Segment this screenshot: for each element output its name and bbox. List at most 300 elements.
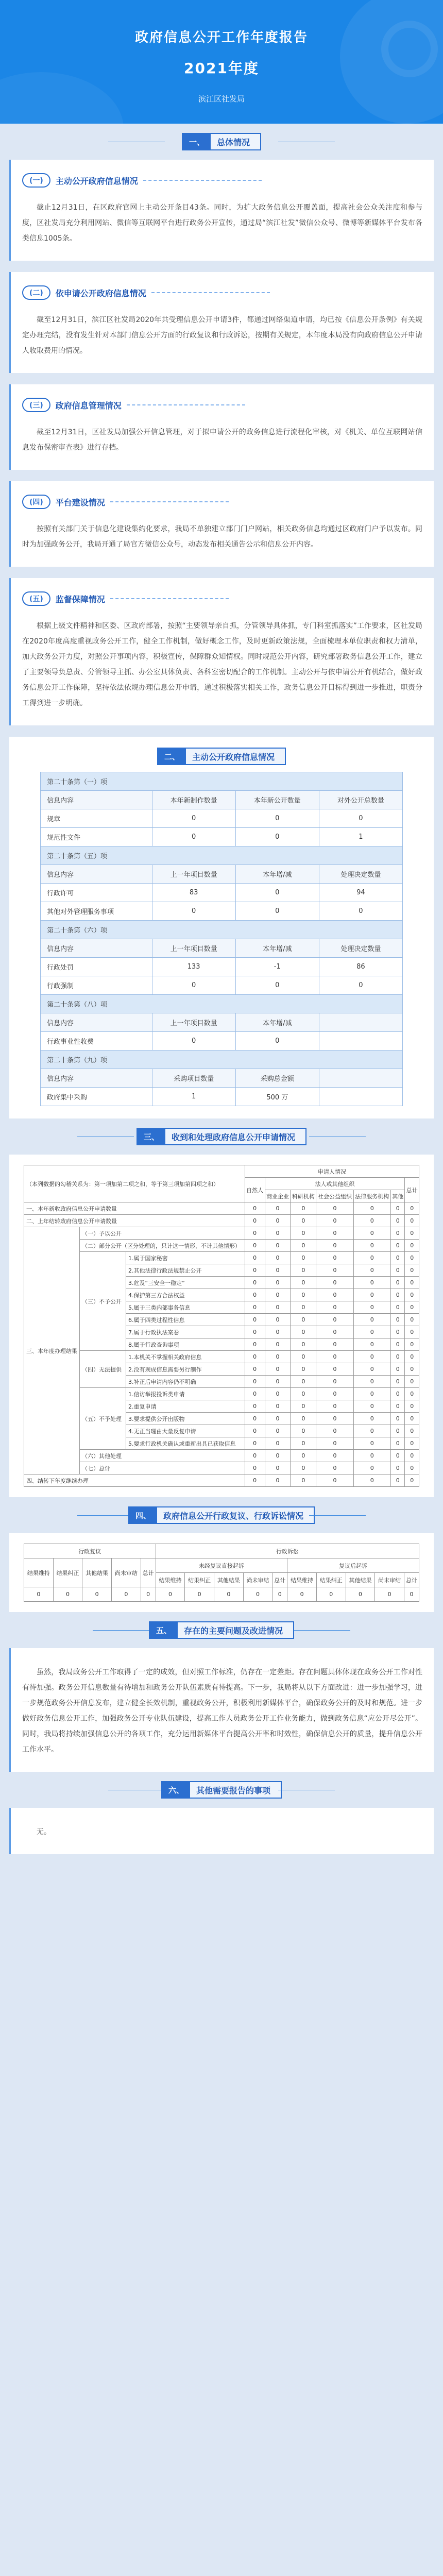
table-band-row bbox=[41, 995, 403, 1013]
section-card bbox=[9, 1808, 434, 1854]
table-cell: 三、本年度办理结果 bbox=[24, 1227, 80, 1475]
table-cell: 行政处罚 bbox=[41, 958, 152, 976]
table-cell: 0 bbox=[291, 1289, 316, 1301]
table-cell: 0 bbox=[390, 1240, 405, 1252]
table-cell: 0 bbox=[291, 1252, 316, 1264]
table-cell: 结果维持 bbox=[287, 1573, 317, 1587]
table-cell: 0 bbox=[390, 1264, 405, 1277]
section-card bbox=[9, 1648, 434, 1772]
divider bbox=[309, 1515, 366, 1516]
table-cell: 2.重复申请 bbox=[126, 1400, 245, 1413]
table-cell: 0 bbox=[375, 1587, 404, 1602]
table-cell: 0 bbox=[291, 1413, 316, 1425]
report-org: 滨江区社发局 bbox=[198, 94, 245, 104]
table-cell: （本列数据的勾稽关系为：第一项加第二项之和，等于第三项加第四项之和） bbox=[24, 1165, 245, 1202]
subsection-title: 依申请公开政府信息情况 bbox=[55, 288, 146, 298]
table-cell: 3.危及“三安全一稳定” bbox=[126, 1277, 245, 1289]
table-cell: 0 bbox=[291, 1450, 316, 1462]
table-cell: 0 bbox=[390, 1425, 405, 1437]
table-cell: 5.属于三类内部事务信息 bbox=[126, 1301, 245, 1314]
table-cell: 0 bbox=[291, 1475, 316, 1487]
table-cell: 0 bbox=[316, 1376, 353, 1388]
paragraph: 截至12月31日，滨江区社发局2020年共受理信息公开申请3件，都通过网络渠道申请，均已按《信息公开条例》有关规定办理完结，没有发生针对本部门信息公开方面的行政复议和行政诉讼，按期有关规定，本年度本局没有向政府信息公开申请人收取费用的情况。 bbox=[22, 316, 422, 355]
dashed-rule bbox=[151, 292, 270, 293]
section-heading-2 bbox=[40, 741, 403, 772]
table-cell: 本年增/减 bbox=[235, 865, 319, 884]
table-cell: 0 bbox=[265, 1301, 291, 1314]
table-cell: 0 bbox=[245, 1314, 265, 1326]
table-row bbox=[24, 1351, 419, 1363]
table-header-row bbox=[41, 865, 403, 884]
table-cell: 8.属于行政查询事项 bbox=[126, 1338, 245, 1351]
section-number: 五、 bbox=[150, 1621, 178, 1639]
paragraph: 无。 bbox=[37, 1828, 51, 1836]
section-title: 其他需要报告的事项 bbox=[196, 1785, 271, 1795]
table-cell: 0 bbox=[405, 1462, 419, 1475]
table-cell: 0 bbox=[353, 1475, 390, 1487]
table-cell: 0 bbox=[243, 1587, 272, 1602]
table-header-row bbox=[41, 791, 403, 809]
table-cell: 0 bbox=[390, 1400, 405, 1413]
table-cell: 0 bbox=[353, 1326, 390, 1338]
table-cell: 0 bbox=[235, 809, 319, 828]
table-row bbox=[24, 1587, 419, 1602]
table-cell bbox=[319, 1013, 402, 1032]
table-cell: 0 bbox=[405, 1301, 419, 1314]
table-cell: 0 bbox=[316, 1277, 353, 1289]
table-cell: 结果纠正 bbox=[53, 1558, 82, 1587]
table-cell: 0 bbox=[353, 1363, 390, 1376]
table-cell: 0 bbox=[353, 1314, 390, 1326]
table-cell: 0 bbox=[316, 1227, 353, 1240]
table-cell: 0 bbox=[152, 976, 235, 995]
table-cell: 0 bbox=[316, 1314, 353, 1326]
table-cell bbox=[319, 1069, 402, 1088]
section-number: 六、 bbox=[162, 1781, 190, 1799]
section-number: 一、 bbox=[183, 133, 211, 150]
table-cell: 上一年项目数量 bbox=[152, 939, 235, 958]
table-cell: 0 bbox=[405, 1363, 419, 1376]
table-cell: 结果维持 bbox=[24, 1558, 54, 1587]
section-label bbox=[182, 133, 261, 150]
subsection-heading bbox=[22, 591, 229, 606]
header-banner bbox=[0, 0, 443, 124]
table-cell: 0 bbox=[405, 1425, 419, 1437]
table-cell: 行政复议 bbox=[24, 1544, 156, 1558]
table-cell: 尚未审结 bbox=[112, 1558, 141, 1587]
section-card bbox=[9, 272, 434, 373]
table-cell: 0 bbox=[405, 1413, 419, 1425]
table-cell: 0 bbox=[245, 1215, 265, 1227]
table-cell: 0 bbox=[245, 1450, 265, 1462]
table-cell: 规章 bbox=[41, 809, 152, 828]
table-cell: 0 bbox=[291, 1227, 316, 1240]
table-cell: 0 bbox=[319, 976, 402, 995]
table-cell: 0 bbox=[353, 1215, 390, 1227]
table-header-row bbox=[24, 1558, 419, 1573]
subsection-tag: (五) bbox=[22, 591, 50, 606]
table-cell: 第二十条第（八）项 bbox=[41, 995, 403, 1013]
table-cell bbox=[319, 1088, 402, 1106]
table-cell: 0 bbox=[316, 1351, 353, 1363]
table-cell: 科研机构 bbox=[291, 1190, 316, 1202]
table-cell: 总计 bbox=[141, 1558, 156, 1587]
table-cell: 500 万 bbox=[235, 1088, 319, 1106]
table-cell: 0 bbox=[405, 1450, 419, 1462]
table-cell: 第二十条第（六）项 bbox=[41, 921, 403, 939]
table-cell: 本年新公开数量 bbox=[235, 791, 319, 809]
dashed-rule bbox=[110, 598, 229, 599]
table-cell: 83 bbox=[152, 884, 235, 902]
table-cell: 0 bbox=[353, 1277, 390, 1289]
table-cell: 0 bbox=[291, 1437, 316, 1450]
table-cell: 0 bbox=[405, 1326, 419, 1338]
table-cell: 0 bbox=[353, 1338, 390, 1351]
table-row bbox=[24, 1227, 419, 1240]
table-cell: 0 bbox=[405, 1388, 419, 1400]
table-cell: 申请人情况 bbox=[245, 1165, 419, 1178]
table-cell: 0 bbox=[245, 1376, 265, 1388]
table-cell: （四）无法提供 bbox=[79, 1351, 126, 1388]
table-cell: 0 bbox=[353, 1301, 390, 1314]
table-cell: 0 bbox=[245, 1363, 265, 1376]
table-cell: 0 bbox=[265, 1227, 291, 1240]
table-cell: 未经复议直接起诉 bbox=[156, 1558, 287, 1573]
table-cell: 0 bbox=[353, 1400, 390, 1413]
paragraph: 截至12月31日，区社发局加强公开信息管理，对于拟申请公开的政务信息进行流程化审核，对《机关、单位互联网站信息发布保密审查表》进行存档。 bbox=[22, 428, 422, 452]
table-cell: 0 bbox=[316, 1240, 353, 1252]
table-cell: 0 bbox=[353, 1462, 390, 1475]
table-cell: 0 bbox=[353, 1388, 390, 1400]
table-cell: 0 bbox=[390, 1314, 405, 1326]
table-cell: 0 bbox=[245, 1425, 265, 1437]
table-cell: 0 bbox=[265, 1376, 291, 1388]
table-header-row bbox=[41, 939, 403, 958]
table-cell: 86 bbox=[319, 958, 402, 976]
table-cell: 4.保护第三方合法权益 bbox=[126, 1289, 245, 1301]
report-title: 政府信息公开工作年度报告 bbox=[134, 30, 308, 45]
table-cell: 0 bbox=[291, 1202, 316, 1215]
table-cell: 其他结果 bbox=[346, 1573, 375, 1587]
table-cell: 0 bbox=[353, 1252, 390, 1264]
table-cell: 0 bbox=[235, 976, 319, 995]
table-cell: 其他 bbox=[390, 1190, 405, 1202]
table-cell: 0 bbox=[316, 1326, 353, 1338]
table-cell: 0 bbox=[152, 1032, 235, 1050]
table-row bbox=[24, 1240, 419, 1252]
table-cell: 0 bbox=[316, 1202, 353, 1215]
table-cell: 0 bbox=[353, 1376, 390, 1388]
table-row bbox=[24, 1202, 419, 1215]
table-cell: 94 bbox=[319, 884, 402, 902]
dashed-rule bbox=[127, 404, 245, 405]
table-cell: 0 bbox=[245, 1437, 265, 1450]
table-cell: 0 bbox=[265, 1289, 291, 1301]
table-cell: 0 bbox=[316, 1215, 353, 1227]
table-cell: 3.要求提供公开出版物 bbox=[126, 1413, 245, 1425]
section-label bbox=[157, 748, 286, 765]
table-cell: 0 bbox=[141, 1587, 156, 1602]
table-cell: 社会公益组织 bbox=[316, 1190, 353, 1202]
table-cell: 0 bbox=[346, 1587, 375, 1602]
divider bbox=[77, 1515, 134, 1516]
table-cell: 0 bbox=[245, 1475, 265, 1487]
table-cell: 行政诉讼 bbox=[156, 1544, 419, 1558]
subsection-tag: (四) bbox=[22, 495, 50, 509]
table-cell: 法人或其他组织 bbox=[265, 1178, 405, 1190]
table-cell: 0 bbox=[291, 1363, 316, 1376]
table-header-row bbox=[24, 1544, 419, 1558]
table-cell: 第二十条第（一）项 bbox=[41, 772, 403, 791]
subsection-heading bbox=[22, 495, 229, 509]
table-cell: -1 bbox=[235, 958, 319, 976]
table-band-row bbox=[41, 846, 403, 865]
table-cell: 1.本机关不掌握相关政府信息 bbox=[126, 1351, 245, 1363]
table-cell: 0 bbox=[405, 1376, 419, 1388]
table-cell: 0 bbox=[390, 1301, 405, 1314]
dashed-rule bbox=[143, 180, 262, 181]
table-cell: 0 bbox=[245, 1277, 265, 1289]
table-cell: 上一年项目数量 bbox=[152, 865, 235, 884]
table-cell: 0 bbox=[152, 809, 235, 828]
table-cell: 规范性文件 bbox=[41, 828, 152, 846]
table-cell: 1.属于国家秘密 bbox=[126, 1252, 245, 1264]
table-cell: 对外公开总数量 bbox=[319, 791, 402, 809]
table-cell: 0 bbox=[245, 1252, 265, 1264]
table-cell: 0 bbox=[405, 1400, 419, 1413]
table-cell: 0 bbox=[390, 1202, 405, 1215]
subsection-title: 监督保障情况 bbox=[55, 594, 105, 604]
section-label bbox=[128, 1506, 315, 1524]
section-heading-4 bbox=[0, 1497, 443, 1533]
table-cell: 0 bbox=[265, 1475, 291, 1487]
table-cell: 0 bbox=[291, 1388, 316, 1400]
table-band-row bbox=[41, 1050, 403, 1069]
table-cell: 0 bbox=[316, 1450, 353, 1462]
table-cell: 0 bbox=[390, 1450, 405, 1462]
table-cell: 0 bbox=[316, 1413, 353, 1425]
disclosure-stat-table bbox=[40, 772, 403, 1106]
table-cell: 0 bbox=[405, 1252, 419, 1264]
table-cell: 0 bbox=[265, 1450, 291, 1462]
table-cell: 0 bbox=[390, 1363, 405, 1376]
section-label bbox=[137, 1128, 306, 1145]
table-cell: 4.无正当理由大量反复申请 bbox=[126, 1425, 245, 1437]
table-cell: 0 bbox=[316, 1289, 353, 1301]
table-cell: 0 bbox=[353, 1289, 390, 1301]
table-row bbox=[41, 1032, 403, 1050]
table-cell: 0 bbox=[245, 1413, 265, 1425]
subsection-tag: (一) bbox=[22, 173, 50, 188]
table-cell: 0 bbox=[82, 1587, 112, 1602]
table-cell: 6.属于四类过程性信息 bbox=[126, 1314, 245, 1326]
table-cell: 政府集中采购 bbox=[41, 1088, 152, 1106]
table-cell: 0 bbox=[353, 1413, 390, 1425]
table-cell: 0 bbox=[316, 1587, 346, 1602]
table-cell: 0 bbox=[291, 1351, 316, 1363]
table-row bbox=[24, 1252, 419, 1264]
table-cell: 0 bbox=[235, 1032, 319, 1050]
table-cell: 0 bbox=[353, 1240, 390, 1252]
table-cell: 7.属于行政执法案卷 bbox=[126, 1326, 245, 1338]
table-cell: 0 bbox=[316, 1252, 353, 1264]
table-cell: 0 bbox=[112, 1587, 141, 1602]
table-cell: 0 bbox=[265, 1351, 291, 1363]
table-row bbox=[24, 1475, 419, 1487]
table-cell: 0 bbox=[272, 1587, 287, 1602]
table-cell: 0 bbox=[390, 1289, 405, 1301]
table-cell: 行政强制 bbox=[41, 976, 152, 995]
table-cell: 0 bbox=[152, 902, 235, 921]
table-cell: 0 bbox=[24, 1587, 54, 1602]
table-cell: 0 bbox=[265, 1277, 291, 1289]
table-cell: （五）不予处理 bbox=[79, 1388, 126, 1450]
table-cell: 结果维持 bbox=[156, 1573, 185, 1587]
table-cell: 0 bbox=[319, 809, 402, 828]
table-cell: 2.其他法律行政法规禁止公开 bbox=[126, 1264, 245, 1277]
table-cell: 一、本年新收政府信息公开申请数量 bbox=[24, 1202, 245, 1215]
table-cell: 0 bbox=[291, 1326, 316, 1338]
section-card bbox=[9, 481, 434, 567]
table-cell: 0 bbox=[265, 1437, 291, 1450]
table-cell: 信息内容 bbox=[41, 1013, 152, 1032]
table-cell: 1.信访举报投诉类申请 bbox=[126, 1388, 245, 1400]
table-cell: 0 bbox=[316, 1363, 353, 1376]
table-cell: 总计 bbox=[272, 1573, 287, 1587]
table-row bbox=[41, 884, 403, 902]
table-cell: 0 bbox=[405, 1314, 419, 1326]
table-cell: 0 bbox=[245, 1227, 265, 1240]
table-cell: 总计 bbox=[405, 1178, 419, 1202]
dashed-rule bbox=[110, 501, 229, 502]
table-cell: （二）部分公开（区分处理的，只计这一情形，不计其他情形） bbox=[79, 1240, 245, 1252]
table-cell: 处理决定数量 bbox=[319, 939, 402, 958]
table-cell: 0 bbox=[265, 1363, 291, 1376]
table-cell: 0 bbox=[235, 902, 319, 921]
table-cell: （三）不予公开 bbox=[79, 1252, 126, 1351]
subsection-heading bbox=[22, 285, 270, 300]
table-cell: 信息内容 bbox=[41, 865, 152, 884]
table-row bbox=[41, 828, 403, 846]
table-cell: 0 bbox=[265, 1388, 291, 1400]
table-cell: 0 bbox=[390, 1338, 405, 1351]
paragraph: 根据上级文件精神和区委、区政府部署，按照“主要领导亲自抓，分管领导具体抓，专门科室抓落实”工作要求，区社发局在2020年度高度重视政务公开工作，健全工作机制，做好概念工作，及时更新政策法规，全面梳理本单位职责和权力清单，加大政务公开力度，对照公开事项内容，积极宣传，保障群众知情权。同时规范公开内容，研究部署政务信息公开工作，建立了主要领导负总责、分管领导主抓、办公室具体负责、各科室密切配合的工作机制。主动公开与依申请公开有机结合，做好政务信息公开工作保障，坚持依法依规办理信息公开申请，通过积极落实相关工作，政务信息公开目标得到进一步推进，职责分工得到进一步明确。 bbox=[22, 622, 422, 707]
table-cell: 0 bbox=[353, 1437, 390, 1450]
table-cell: 0 bbox=[265, 1462, 291, 1475]
table-row bbox=[24, 1388, 419, 1400]
table-cell: 0 bbox=[316, 1301, 353, 1314]
table-cell: 0 bbox=[316, 1425, 353, 1437]
table-cell: 0 bbox=[265, 1314, 291, 1326]
table-cell: 0 bbox=[390, 1462, 405, 1475]
table-cell: 0 bbox=[353, 1264, 390, 1277]
table-cell: 0 bbox=[291, 1338, 316, 1351]
table-cell: 0 bbox=[291, 1314, 316, 1326]
table-cell: 尚未审结 bbox=[375, 1573, 404, 1587]
table-cell: 0 bbox=[404, 1587, 419, 1602]
table-row bbox=[41, 902, 403, 921]
table-cell: 0 bbox=[265, 1326, 291, 1338]
table-cell: 0 bbox=[291, 1240, 316, 1252]
table-cell: 其他结果 bbox=[214, 1573, 243, 1587]
table-cell: 0 bbox=[390, 1351, 405, 1363]
table-cell: 0 bbox=[214, 1587, 243, 1602]
table-cell: 商业企业 bbox=[265, 1190, 291, 1202]
table-cell bbox=[319, 1032, 402, 1050]
table-cell: 0 bbox=[405, 1338, 419, 1351]
table-cell: （一）予以公开 bbox=[79, 1227, 245, 1240]
table-cell: 0 bbox=[265, 1338, 291, 1351]
table-cell: 0 bbox=[390, 1215, 405, 1227]
table-cell: 0 bbox=[390, 1376, 405, 1388]
table-cell: 5.要求行政机关确认或重新出具已获取信息 bbox=[126, 1437, 245, 1450]
section-card bbox=[9, 1533, 434, 1612]
table-cell: （六）其他处理 bbox=[79, 1450, 245, 1462]
table-cell: 法律服务机构 bbox=[353, 1190, 390, 1202]
table-cell: 0 bbox=[316, 1338, 353, 1351]
paragraph: 截止12月31日，在区政府官网上主动公开条目43条。同时，为扩大政务信息公开覆盖面，提高社会公众关注度和参与度，区社发局充分利用网站、微信等互联网平台进行政务公开宣传，通过局“滨江社发”微信公众号、微博等新媒体平台发布各类信息1005条。 bbox=[22, 204, 422, 243]
table-cell: 0 bbox=[291, 1215, 316, 1227]
section-card bbox=[9, 737, 434, 1118]
section-number: 四、 bbox=[129, 1506, 157, 1524]
table-cell: 0 bbox=[245, 1264, 265, 1277]
section-title: 政府信息公开行政复议、行政诉讼情况 bbox=[163, 1511, 304, 1521]
table-cell: 信息内容 bbox=[41, 1069, 152, 1088]
table-cell: 采购项目数量 bbox=[152, 1069, 235, 1088]
table-cell: 1 bbox=[152, 1088, 235, 1106]
table-cell: 尚未审结 bbox=[243, 1573, 272, 1587]
table-cell: 0 bbox=[353, 1202, 390, 1215]
table-cell: 2.没有现成信息需要另行制作 bbox=[126, 1363, 245, 1376]
paragraph: 按照有关部门关于信息化建设集约化要求，我局不单独建立部门门户网站，相关政务信息均通过区政府门户予以发布。同时为加强政务公开，我局开通了局官方微信公众号，动态发布相关通告公示和信息公开内容。 bbox=[22, 525, 422, 549]
table-cell: 0 bbox=[353, 1227, 390, 1240]
table-cell: 复议后起诉 bbox=[287, 1558, 419, 1573]
section-card bbox=[9, 1155, 434, 1497]
paragraph: 虽然，我局政务公开工作取得了一定的成效，但对照工作标准，仍存在一定差距。存在问题具体体现在政务公开工作对性有待加强。政务公开信息数量有待增加和政务公开队伍素质有待提高。下一步，我局将从以下方面改进：进一步加强学习，进一步规范政务公开信息发布，建立健全长效机制，重视政务公开，积极利用新媒体平台，确保政务公开的及时和规范。进一步做好政务信息公开工作，加强政务公开专业队伍建设，提高工作人员政务公开工作业务能力，做到政务信息“应公开尽公开”。同时，我局将持续加强信息公开的各项工作，充分运用新媒体平台提高公开率和时效性，确保信息公开的质量，提升信息公开工作水平。 bbox=[22, 1668, 422, 1754]
section-card bbox=[9, 578, 434, 725]
table-row bbox=[24, 1450, 419, 1462]
table-cell: 0 bbox=[405, 1351, 419, 1363]
table-cell: 0 bbox=[265, 1425, 291, 1437]
table-cell: 0 bbox=[265, 1264, 291, 1277]
table-cell: 0 bbox=[405, 1437, 419, 1450]
table-cell: 第二十条第（五）项 bbox=[41, 846, 403, 865]
table-cell: 0 bbox=[405, 1215, 419, 1227]
table-cell: 0 bbox=[287, 1587, 317, 1602]
table-cell: 0 bbox=[245, 1400, 265, 1413]
section-title: 存在的主要问题及改进情况 bbox=[184, 1625, 283, 1636]
table-cell: 其他对外管理服务事项 bbox=[41, 902, 152, 921]
table-cell: 0 bbox=[235, 828, 319, 846]
table-cell: 0 bbox=[265, 1215, 291, 1227]
table-cell: 其他结果 bbox=[82, 1558, 112, 1587]
table-cell: 0 bbox=[265, 1240, 291, 1252]
table-cell: 0 bbox=[245, 1338, 265, 1351]
table-cell: 0 bbox=[353, 1351, 390, 1363]
table-cell: 第二十条第（九）项 bbox=[41, 1050, 403, 1069]
section-number: 二、 bbox=[158, 748, 186, 765]
table-cell: 0 bbox=[405, 1277, 419, 1289]
table-cell: 总计 bbox=[404, 1573, 419, 1587]
section-heading-3 bbox=[0, 1118, 443, 1155]
table-cell: （七）总计 bbox=[79, 1462, 245, 1475]
table-cell: 0 bbox=[353, 1450, 390, 1462]
table-cell: 0 bbox=[390, 1388, 405, 1400]
table-cell: 0 bbox=[245, 1326, 265, 1338]
table-row bbox=[24, 1462, 419, 1475]
table-cell: 0 bbox=[353, 1425, 390, 1437]
table-cell: 结果纠正 bbox=[185, 1573, 214, 1587]
